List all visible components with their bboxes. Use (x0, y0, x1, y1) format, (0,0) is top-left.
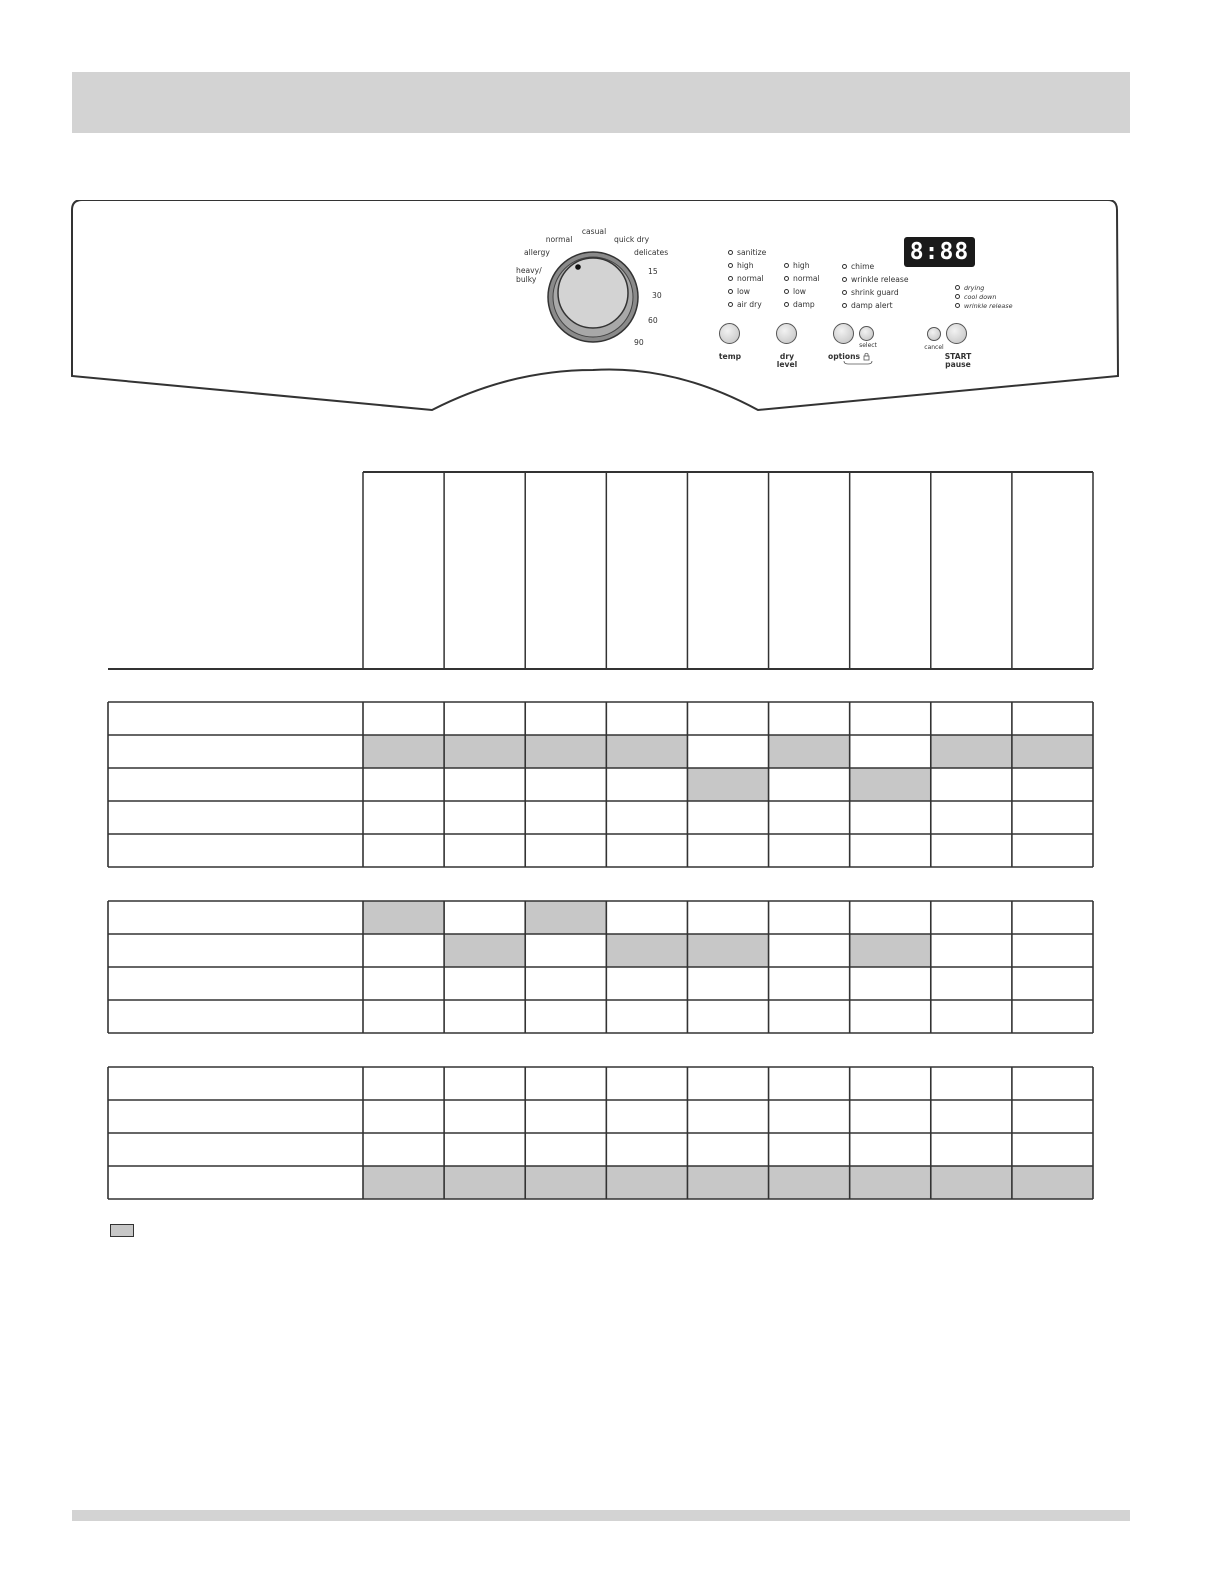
shaded-cell (363, 1166, 444, 1199)
cycle-label-delicates: delicates (634, 248, 669, 257)
start-button-label: START (944, 352, 972, 361)
cycle-label-bulky: bulky (516, 275, 537, 284)
dry-level-led-damp: damp (784, 301, 815, 309)
shaded-cell (687, 768, 768, 801)
option-led-chime: chime (842, 263, 874, 271)
cycle-label-normal: normal (545, 235, 573, 244)
indicator-light-icon (784, 263, 789, 268)
shaded-cell (606, 1166, 687, 1199)
indicator-light-icon (784, 276, 789, 281)
temp-led-sanitize: sanitize (728, 249, 766, 257)
select-button-label: select (859, 342, 877, 349)
shaded-cell (363, 735, 444, 768)
dry-level-led-high: high (784, 262, 810, 270)
temp-led-normal: normal (728, 275, 764, 283)
shaded-cell (769, 735, 850, 768)
shaded-cell (363, 901, 444, 934)
indicator-light-icon (784, 289, 789, 294)
start-pause-button[interactable] (946, 323, 967, 344)
shaded-cell (850, 1166, 931, 1199)
shaded-cell (444, 1166, 525, 1199)
temp-led-air-dry: air dry (728, 301, 762, 309)
status-led-drying: drying (955, 285, 984, 291)
shaded-cell (525, 1166, 606, 1199)
shaded-cell (525, 901, 606, 934)
options-button-label: options (827, 352, 861, 361)
shaded-cell (444, 934, 525, 967)
shaded-cell (931, 735, 1012, 768)
time-label-30: 30 (652, 291, 662, 300)
temp-led-low: low (728, 288, 750, 296)
cancel-button[interactable] (927, 327, 941, 341)
lock-bracket-icon (842, 352, 882, 366)
indicator-light-icon (728, 263, 733, 268)
shaded-cell (606, 934, 687, 967)
indicator-light-icon (784, 302, 789, 307)
dry-level-button-label-2: level (776, 360, 798, 369)
shaded-cell (1012, 1166, 1093, 1199)
legend-shaded-swatch (110, 1224, 134, 1237)
status-led-cool-down: cool down (955, 294, 996, 300)
shaded-cell (769, 1166, 850, 1199)
temp-led-high: high (728, 262, 754, 270)
indicator-light-icon (728, 302, 733, 307)
indicator-light-icon (842, 290, 847, 295)
cycle-selector-knob[interactable] (543, 247, 643, 347)
option-led-shrink-guard: shrink guard (842, 289, 899, 297)
option-led-wrinkle-release: wrinkle release (842, 276, 909, 284)
shaded-cell (687, 934, 768, 967)
indicator-light-icon (842, 303, 847, 308)
options-button[interactable] (833, 323, 854, 344)
time-label-90: 90 (634, 338, 644, 347)
status-led-wrinkle-release: wrinkle release (955, 303, 1013, 309)
shaded-cell (850, 934, 931, 967)
temp-button-label: temp (718, 352, 742, 361)
cycle-label-casual: casual (581, 227, 607, 236)
shaded-cell (525, 735, 606, 768)
cancel-button-label: cancel (924, 344, 944, 351)
footer-band (72, 1510, 1130, 1521)
cycle-label-quick-dry: quick dry (614, 235, 650, 244)
indicator-light-icon (728, 276, 733, 281)
temp-button[interactable] (719, 323, 740, 344)
indicator-light-icon (842, 264, 847, 269)
time-display: 8:88 (904, 237, 975, 267)
indicator-light-icon (955, 303, 960, 308)
indicator-light-icon (728, 289, 733, 294)
shaded-cell (606, 735, 687, 768)
dry-level-button[interactable] (776, 323, 797, 344)
shaded-cell (687, 1166, 768, 1199)
indicator-light-icon (842, 277, 847, 282)
time-label-15: 15 (648, 267, 658, 276)
shaded-cell (931, 1166, 1012, 1199)
option-led-damp-alert: damp alert (842, 302, 893, 310)
indicator-light-icon (955, 285, 960, 290)
shaded-cell (444, 735, 525, 768)
indicator-light-icon (955, 294, 960, 299)
control-panel (70, 200, 1132, 420)
shaded-cell (1012, 735, 1093, 768)
shaded-cell (850, 768, 931, 801)
indicator-light-icon (728, 250, 733, 255)
select-button[interactable] (859, 326, 874, 341)
dry-level-button-label-1: dry (779, 352, 795, 361)
dry-level-led-low: low (784, 288, 806, 296)
cycle-label-heavy: heavy/ (516, 266, 542, 275)
time-label-60: 60 (648, 316, 658, 325)
dry-level-led-normal: normal (784, 275, 820, 283)
pause-button-label: pause (945, 360, 971, 369)
cycle-label-allergy: allergy (524, 248, 550, 257)
header-band (72, 72, 1130, 133)
